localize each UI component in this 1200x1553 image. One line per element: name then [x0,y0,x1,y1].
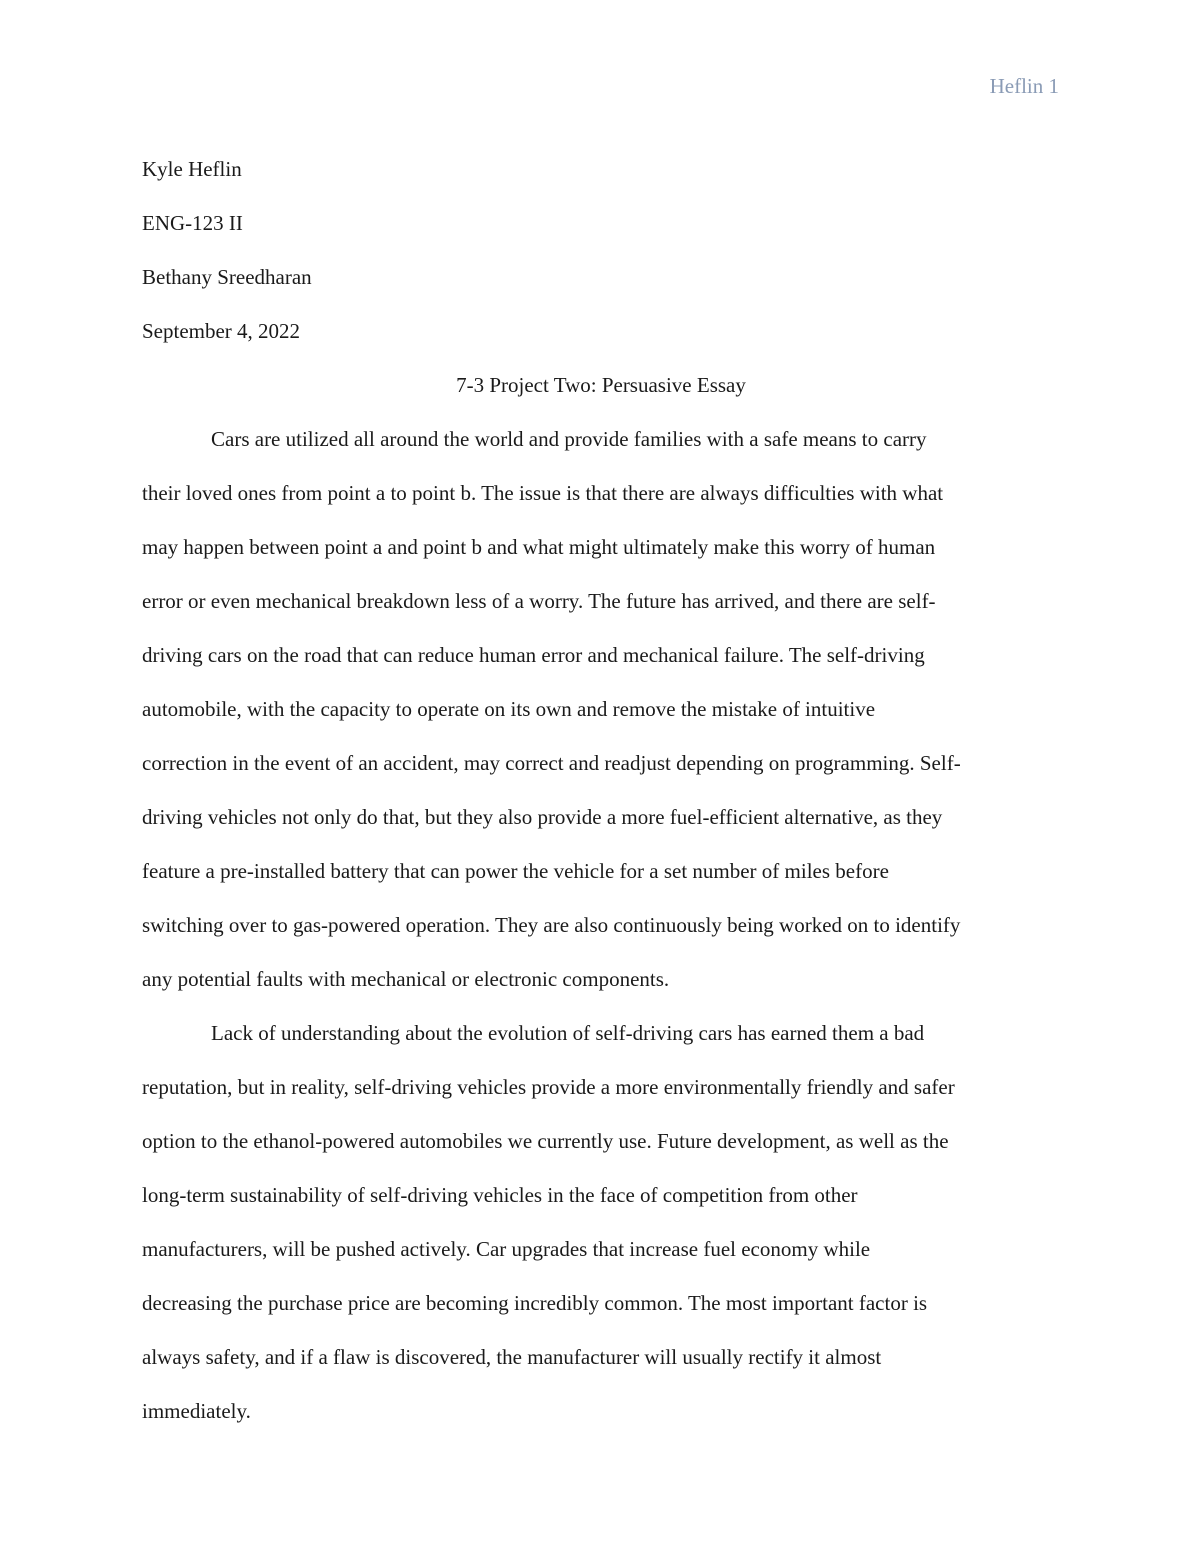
paragraph-line: correction in the event of an accident, may correct and readjust depending on programming. Self- [142,751,961,775]
essay-body [142,142,1060,1438]
instructor-name: Bethany Sreedharan [142,265,312,289]
paragraph-2 [142,1006,1060,1438]
paragraph-line: any potential faults with mechanical or electronic components. [142,967,670,991]
paragraph-line: driving cars on the road that can reduce human error and mechanical failure. The self-driving [142,643,925,667]
paragraph-line: automobile, with the capacity to operate on its own and remove the mistake of intuitive [142,697,876,721]
paragraph-1 [142,412,1060,1006]
essay-date: September 4, 2022 [142,319,301,343]
paragraph-line: option to the ethanol-powered automobiles we currently use. Future development, as well as the [142,1129,949,1153]
running-head: Heflin 1 [989,74,1059,98]
paragraph-line: feature a pre-installed battery that can power the vehicle for a set number of miles before [142,859,889,883]
paragraph-line: manufacturers, will be pushed actively. Car upgrades that increase fuel economy while [142,1237,871,1261]
paragraph-line: long-term sustainability of self-driving vehicles in the face of competition from other [142,1183,858,1207]
paragraph-line: driving vehicles not only do that, but they also provide a more fuel-efficient alternative, as they [142,805,943,829]
course-name: ENG-123 II [142,211,243,235]
paragraph-line: Cars are utilized all around the world and provide families with a safe means to carry [211,427,927,451]
paragraph-line: may happen between point a and point b and what might ultimately make this worry of human [142,535,936,559]
paragraph-line: error or even mechanical breakdown less of a worry. The future has arrived, and there are self- [142,589,936,613]
paragraph-line: immediately. [142,1399,251,1423]
paragraph-line: always safety, and if a flaw is discovered, the manufacturer will usually rectify it almost [142,1345,882,1369]
student-name: Kyle Heflin [142,157,242,181]
paragraph-line: Lack of understanding about the evolution of self-driving cars has earned them a bad [211,1021,925,1045]
paragraph-line: reputation, but in reality, self-driving vehicles provide a more environmentally friendly and safer [142,1075,955,1099]
paragraph-line: their loved ones from point a to point b. The issue is that there are always difficulties with what [142,481,944,505]
paragraph-line: switching over to gas-powered operation. They are also continuously being worked on to identify [142,913,961,937]
essay-title: 7-3 Project Two: Persuasive Essay [456,373,746,397]
paragraph-line: decreasing the purchase price are becoming incredibly common. The most important factor is [142,1291,928,1315]
